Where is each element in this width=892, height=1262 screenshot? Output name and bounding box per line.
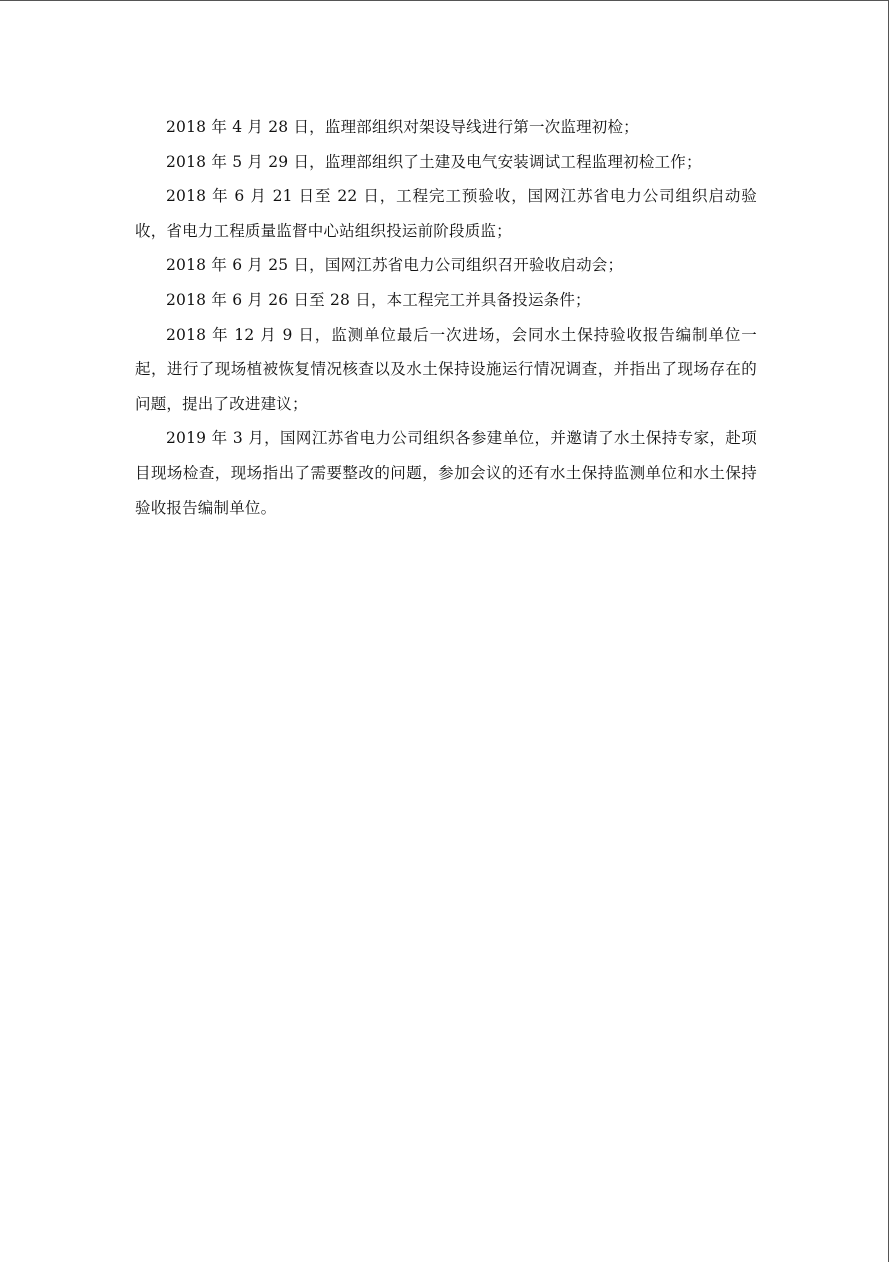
paragraph-2018-06-21: 2018 年 6 月 21 日至 22 日，工程完工预验收，国网江苏省电力公司组织启动验收，省电力工程质量监督中心站组织投运前阶段质监； xyxy=(135,187,757,240)
paragraph-2018-06-26: 2018 年 6 月 26 日至 28 日，本工程完工并具备投运条件； xyxy=(166,290,591,309)
paragraph-2018-04-28: 2018 年 4 月 28 日，监理部组织对架设导线进行第一次监理初检； xyxy=(166,118,639,136)
paragraph-2018-12-09: 2018 年 12 月 9 日，监测单位最后一次进场，会同水土保持验收报告编制单位一起，进行了现场植被恢复情况核查以及水土保持设施运行情况调查，并指出了现场存在的问题，提出了改进建议； xyxy=(135,325,757,413)
paragraph-2018-06-25: 2018 年 6 月 25 日，国网江苏省电力公司组织召开验收启动会； xyxy=(166,256,624,275)
paragraph-2019-03: 2019 年 3 月，国网江苏省电力公司组织各参建单位，并邀请了水土保持专家，赴项目现场检查，现场指出了需要整改的问题，参加会议的还有水土保持监测单位和水土保持验收报告编制单位。 xyxy=(135,429,757,517)
document-body xyxy=(135,110,757,525)
paragraph-2018-05-29: 2018 年 5 月 29 日，监理部组织了土建及电气安装调试工程监理初检工作； xyxy=(166,152,702,171)
